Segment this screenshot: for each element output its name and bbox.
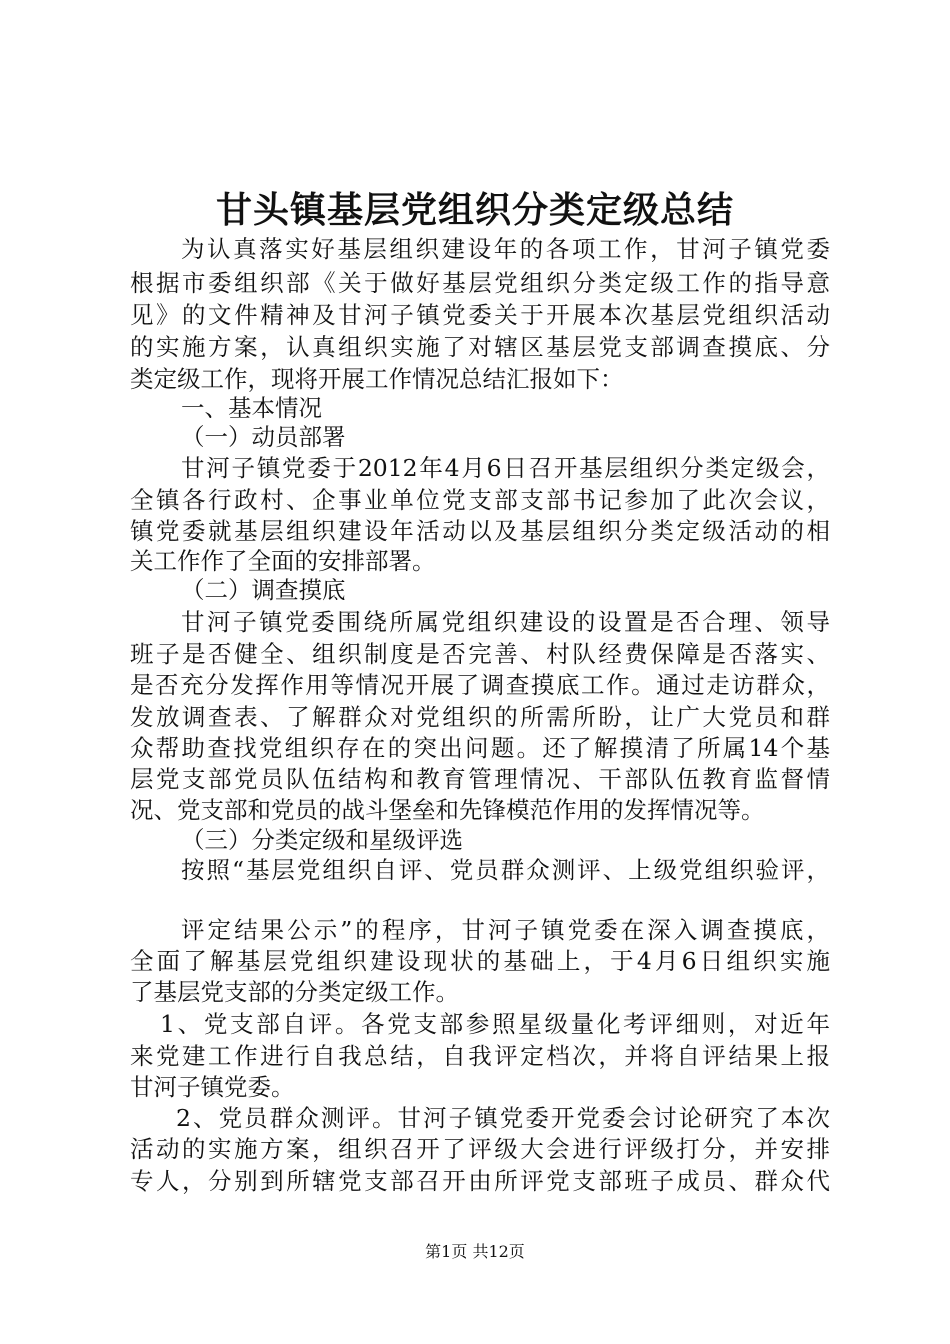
paragraph-line: 众帮助查找党组织存在的突出问题。还了解摸清了所属14个基 (130, 734, 830, 762)
paragraph-line: 2、党员群众测评。甘河子镇党委开党委会讨论研究了本次 (176, 1104, 830, 1132)
document-title: 甘头镇基层党组织分类定级总结 (215, 189, 734, 231)
subsection-heading: （二）调查摸底 (181, 576, 346, 604)
paragraph-line: 按照“基层党组织自评、党员群众测评、上级党组织验评， (181, 856, 830, 884)
paragraph-line: 关工作作了全面的安排部署。 (130, 547, 436, 575)
paragraph-line: 层党支部党员队伍结构和教育管理情况、干部队伍教育监督情 (130, 765, 830, 793)
paragraph-line: 全镇各行政村、企事业单位党支部支部书记参加了此次会议， (130, 486, 830, 514)
paragraph-line: 见》的文件精神及甘河子镇党委关于开展本次基层党组织活动 (130, 301, 830, 329)
paragraph-line: 来党建工作进行自我总结，自我评定档次，并将自评结果上报 (130, 1042, 830, 1070)
subsection-heading: （一）动员部署 (181, 423, 346, 451)
paragraph-line: 活动的实施方案，组织召开了评级大会进行评级打分，并安排 (130, 1135, 830, 1163)
page-number: 第1页 共12页 (425, 1242, 525, 1261)
paragraph-line: 甘河子镇党委于2012年4月6日召开基层组织分类定级会， (181, 454, 830, 482)
paragraph-line: 评定结果公示”的程序，甘河子镇党委在深入调查摸底， (181, 916, 830, 944)
paragraph-line: 甘河子镇党委。 (130, 1073, 295, 1101)
paragraph-line: 专人，分别到所辖党支部召开由所评党支部班子成员、群众代 (130, 1167, 830, 1195)
paragraph-line: 根据市委组织部《关于做好基层党组织分类定级工作的指导意 (130, 269, 830, 297)
paragraph-line: 是否充分发挥作用等情况开展了调查摸底工作。通过走访群众， (130, 671, 830, 699)
section-heading: 一、基本情况 (181, 394, 322, 422)
paragraph-line: 况、党支部和党员的战斗堡垒和先锋模范作用的发挥情况等。 (130, 796, 765, 824)
paragraph-line: 的实施方案，认真组织实施了对辖区基层党支部调查摸底、分 (130, 333, 830, 361)
paragraph-line: 发放调查表、了解群众对党组织的所需所盼，让广大党员和群 (130, 703, 830, 731)
paragraph-line: 1、党支部自评。各党支部参照星级量化考评细则，对近年 (160, 1010, 830, 1038)
paragraph-line: 为认真落实好基层组织建设年的各项工作，甘河子镇党委 (181, 235, 830, 263)
paragraph-line: 班子是否健全、组织制度是否完善、村队经费保障是否落实、 (130, 640, 830, 668)
paragraph-line: 了基层党支部的分类定级工作。 (130, 978, 459, 1006)
paragraph-line: 全面了解基层党组织建设现状的基础上，于4月6日组织实施 (130, 947, 830, 975)
paragraph-line: 镇党委就基层组织建设年活动以及基层组织分类定级活动的相 (130, 517, 830, 545)
paragraph-line: 类定级工作，现将开展工作情况总结汇报如下： (130, 365, 624, 393)
paragraph-line: 甘河子镇党委围绕所属党组织建设的设置是否合理、领导 (181, 608, 830, 636)
subsection-heading: （三）分类定级和星级评选 (181, 826, 463, 854)
